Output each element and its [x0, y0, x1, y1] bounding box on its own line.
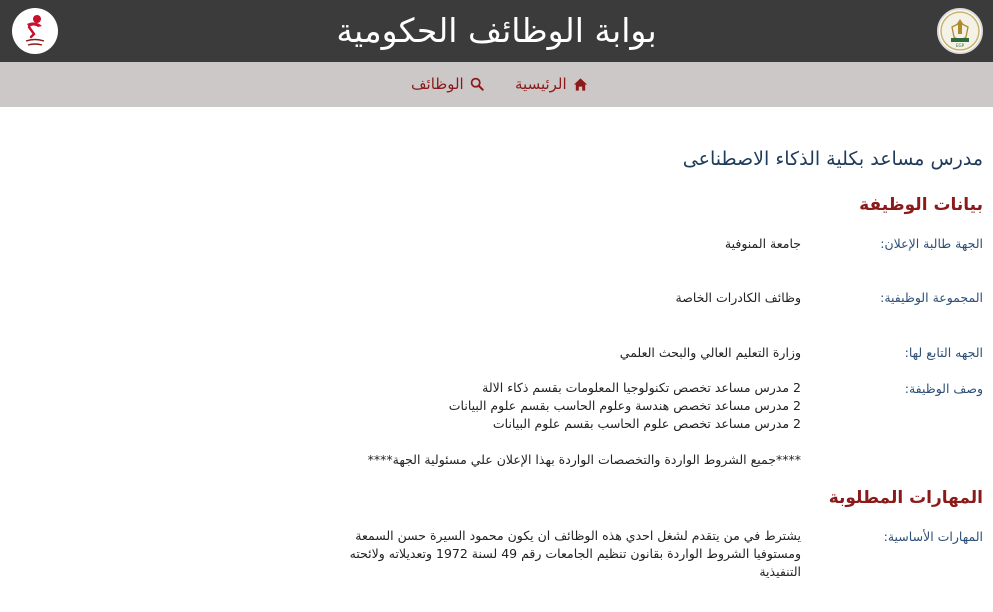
svg-text:EGP: EGP — [955, 43, 965, 48]
nav-home-link[interactable] — [515, 74, 588, 94]
field-label-basic-skills: المهارات الأساسية: — [883, 529, 983, 544]
field-value-parent-org: وزارة التعليم العالي والبحث العلمي — [619, 345, 801, 360]
job-title: مدرس مساعد بكلية الذكاء الاصطناعى — [682, 148, 983, 170]
main-nav — [0, 62, 993, 107]
nav-home-label: الرئيسية — [515, 75, 567, 93]
field-value-basic-skills: يشترط في من يتقدم لشغل احدي هذه الوظائف ان يكون محمود السيرة حسن السمعة ومستوفيا الشروط الواردة بقانون تنظيم الجامعات رقم 49 لسنة 1972 وتعديلاته ولائحته التنفيذية — [349, 528, 801, 579]
description-line: 2 مدرس مساعد تخصص هندسة وعلوم الحاسب بقسم علوم البيانات — [448, 398, 801, 413]
field-label-advertiser: الجهة طالبة الإعلان: — [880, 236, 983, 251]
skills-heading: المهارات المطلوبة — [828, 488, 983, 508]
site-title: بوابة الوظائف الحكومية — [336, 11, 657, 50]
field-value-advertiser: جامعة المنوفية — [724, 236, 801, 251]
description-line: 2 مدرس مساعد تخصص تكنولوجيا المعلومات بقسم ذكاء الالة — [482, 380, 801, 395]
nav-jobs-label: الوظائف — [411, 75, 464, 93]
search-icon — [470, 77, 484, 91]
description-line: 2 مدرس مساعد تخصص علوم الحاسب بقسم علوم البيانات — [492, 416, 801, 431]
description-note: ****جميع الشروط الواردة والتخصصات الواردة بهذا الإعلان علي مسئولية الجهة**** — [367, 452, 801, 467]
portal-logo[interactable] — [12, 8, 58, 54]
job-info-heading: بيانات الوظيفة — [859, 195, 983, 215]
nav-jobs-link[interactable] — [411, 74, 484, 94]
home-icon — [573, 77, 588, 92]
field-value-job-group: وظائف الكادرات الخاصة — [675, 290, 801, 305]
field-label-description: وصف الوظيفة: — [904, 381, 983, 396]
field-label-job-group: المجموعة الوظيفية: — [880, 290, 983, 305]
header-bar — [0, 0, 993, 62]
field-label-parent-org: الجهه التابع لها: — [904, 345, 983, 360]
